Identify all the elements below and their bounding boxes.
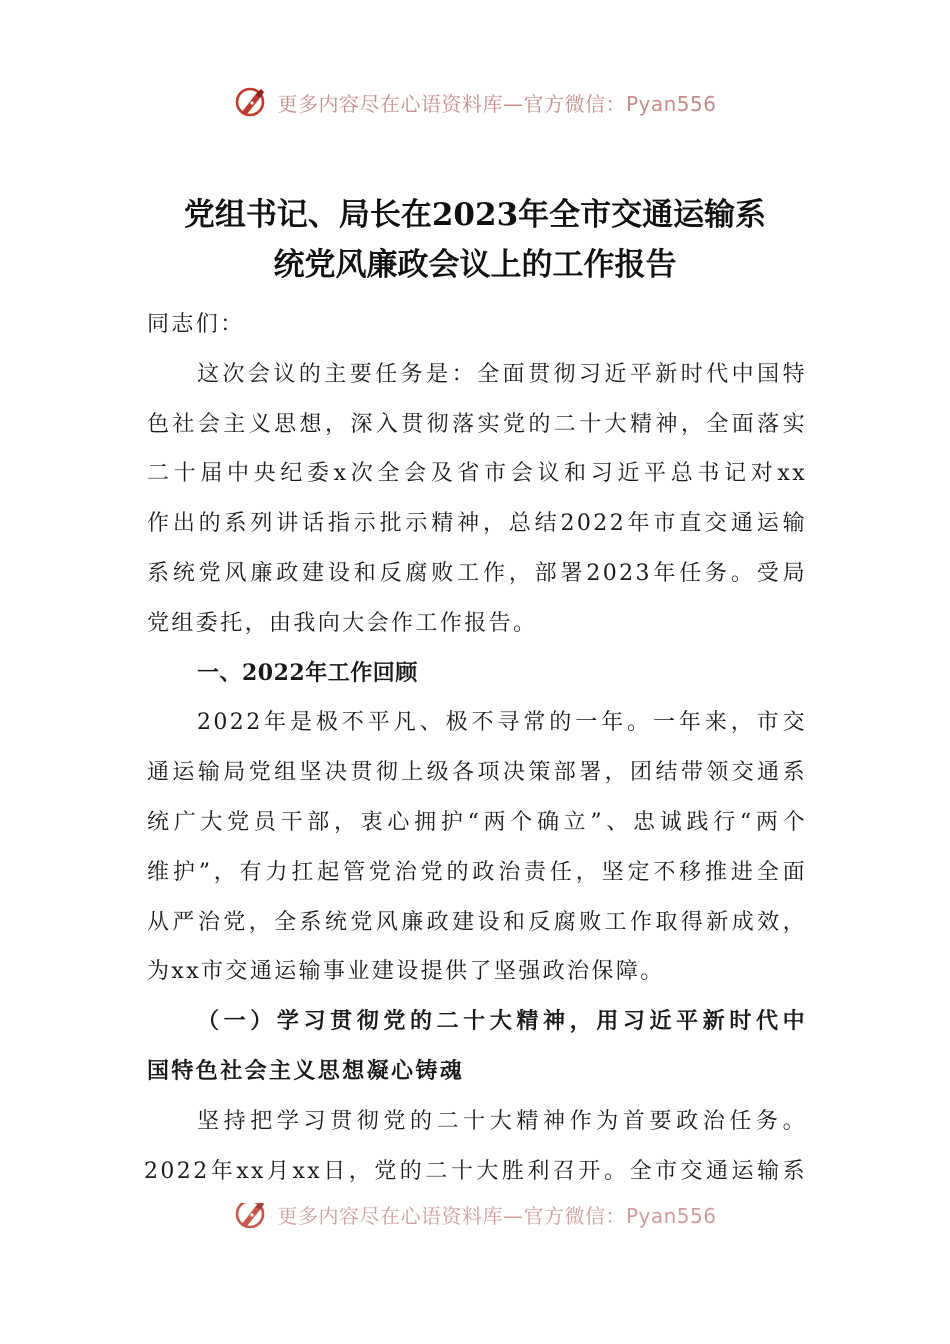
title-line: 统党风廉政会议上的工作报告 bbox=[273, 247, 677, 283]
paragraph-line: 二十届中央纪委x次全会及省市会议和习近平总书记对xx bbox=[147, 461, 807, 487]
paragraph-line: 通运输局党组坚决贯彻上级各项决策部署，团结带领交通系 bbox=[147, 760, 807, 786]
section-heading: 一、2022年工作回顾 bbox=[197, 659, 418, 686]
paragraph-line: 坚持把学习贯彻党的二十大精神作为首要政治任务。 bbox=[197, 1108, 807, 1134]
document-title bbox=[120, 190, 830, 290]
paragraph-line: 从严治党，全系统党风廉政建设和反腐败工作取得新成效， bbox=[147, 909, 807, 935]
paragraph-line: 这次会议的主要任务是：全面贯彻习近平新时代中国特 bbox=[197, 361, 807, 387]
paragraph-line: 党组委托，由我向大会作工作报告。 bbox=[147, 610, 538, 636]
paragraph-line: 2022年xx月xx日，党的二十大胜利召开。全市交通运输系 bbox=[144, 1158, 807, 1184]
watermark-text: 更多内容尽在心语资料库—官方微信：Pyan556 bbox=[277, 91, 717, 116]
document-body bbox=[144, 300, 807, 1196]
header-watermark bbox=[0, 82, 950, 122]
paragraph-line: 统广大党员干部，衷心拥护“两个确立”、忠诚践行“两个 bbox=[147, 809, 807, 835]
title-line: 党组书记、局长在2023年全市交通运输系 bbox=[183, 197, 767, 233]
watermark-text: 更多内容尽在心语资料库—官方微信：Pyan556 bbox=[277, 1203, 717, 1228]
paragraph-line: 为xx市交通运输事业建设提供了坚强政治保障。 bbox=[147, 959, 665, 985]
footer-watermark bbox=[0, 1203, 950, 1243]
pen-nib-logo-icon bbox=[233, 1203, 269, 1231]
paragraph-line: 2022年是极不平凡、极不寻常的一年。一年来，市交 bbox=[197, 710, 807, 736]
paragraph-line: 色社会主义思想，深入贯彻落实党的二十大精神，全面落实 bbox=[147, 411, 807, 437]
salutation: 同志们： bbox=[147, 312, 245, 337]
paragraph-line: 维护”，有力扛起管党治党的政治责任，坚定不移推进全面 bbox=[147, 859, 807, 885]
paragraph-line: 系统党风廉政建设和反腐败工作，部署2023年任务。受局 bbox=[147, 560, 807, 586]
paragraph-line: 作出的系列讲话指示批示精神，总结2022年市直交通运输 bbox=[147, 511, 807, 537]
subsection-heading: （一）学习贯彻党的二十大精神，用习近平新时代中 bbox=[197, 1008, 807, 1035]
subsection-heading: 国特色社会主义思想凝心铸魂 bbox=[147, 1057, 465, 1084]
pen-nib-logo-icon bbox=[233, 85, 269, 119]
